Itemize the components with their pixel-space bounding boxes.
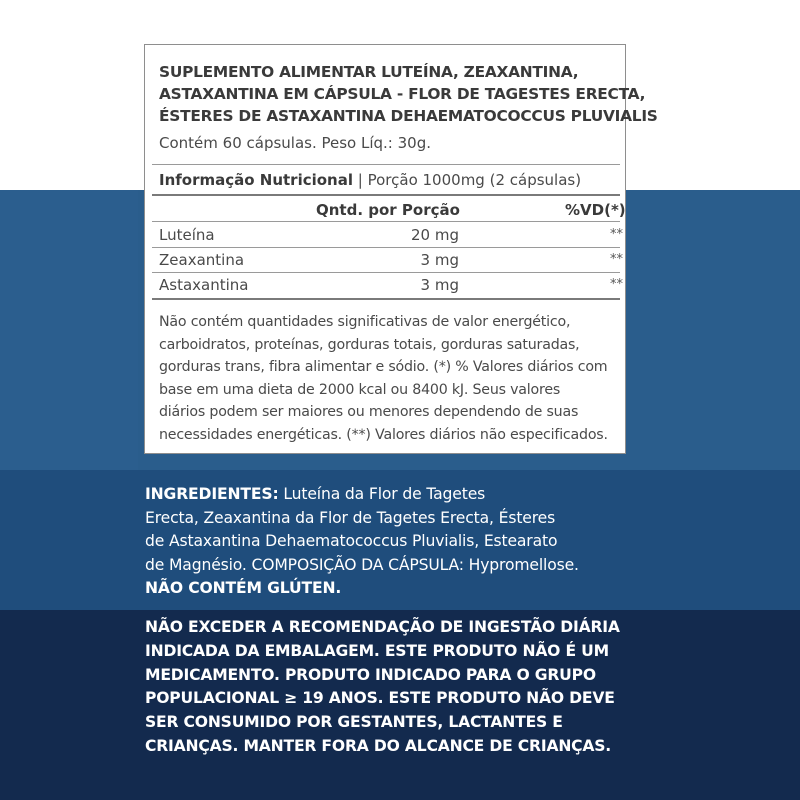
nutrition-footnote — [159, 311, 621, 446]
label-blue-left — [0, 190, 138, 470]
product-title — [159, 61, 658, 127]
label-blue-right — [632, 190, 800, 470]
divider — [152, 272, 620, 273]
column-header-quantity: Qntd. por Porção — [316, 201, 460, 219]
nutrient-row — [145, 249, 627, 273]
ingredients-section — [145, 483, 665, 601]
nutrient-quantity: 20 mg — [411, 226, 459, 244]
ingredients-label: INGREDIENTES: — [145, 485, 279, 503]
footnote-line: carboidratos, proteínas, gorduras totais, gorduras saturadas, — [159, 336, 580, 353]
title-line: SUPLEMENTO ALIMENTAR LUTEÍNA, ZEAXANTINA, — [159, 63, 579, 81]
divider-thick — [152, 194, 620, 196]
warning-line: SER CONSUMIDO POR GESTANTES, LACTANTES E — [145, 713, 563, 732]
nutrition-heading — [159, 170, 581, 190]
title-line: ASTAXANTINA EM CÁPSULA - FLOR DE TAGESTES ERECTA, — [159, 85, 646, 103]
nutrient-quantity: 3 mg — [420, 276, 459, 294]
footnote-line: Não contém quantidades significativas de valor energético, — [159, 314, 571, 330]
divider — [152, 247, 620, 248]
divider — [152, 164, 620, 165]
nutrient-row — [145, 274, 627, 298]
footnote-line: necessidades energéticas. (**) Valores diários não especificados. — [159, 426, 608, 443]
nutrient-quantity: 3 mg — [420, 251, 459, 269]
nutrient-row — [145, 224, 627, 248]
divider-thick — [152, 298, 620, 300]
ingredients-line — [145, 483, 665, 507]
nutrient-name: Zeaxantina — [159, 251, 245, 269]
nutrient-vd: ** — [610, 277, 623, 292]
nutrition-panel — [144, 44, 658, 454]
title-line: ÉSTERES DE ASTAXANTINA DEHAEMATOCOCCUS PLUVIALIS — [159, 107, 658, 125]
warning-line: INDICADA DA EMBALAGEM. ESTE PRODUTO NÃO É UM — [145, 641, 609, 660]
warning-line: CRIANÇAS. MANTER FORA DO ALCANCE DE CRIANÇAS. — [145, 736, 612, 755]
portion-text: | Porção 1000mg (2 cápsulas) — [353, 171, 582, 189]
footnote-line: base em uma dieta de 2000 kcal ou 8400 kJ. Seus valores — [159, 381, 561, 398]
nutrient-name: Astaxantina — [159, 276, 249, 294]
footnote-line: diários podem ser maiores ou menores dependendo de suas — [159, 404, 579, 420]
column-header-vd: %VD(*) — [565, 201, 626, 219]
nutrient-vd: ** — [610, 252, 623, 267]
warning-section — [145, 616, 665, 759]
ingredients-text: Luteína da Flor de Tagetes — [278, 485, 486, 503]
ingredients-line: de Magnésio. COMPOSIÇÃO DA CÁPSULA: Hypromellose. — [145, 555, 579, 574]
gluten-statement: NÃO CONTÉM GLÚTEN. — [145, 579, 342, 598]
footnote-line: gorduras trans, fibra alimentar e sódio. (*) % Valores diários com — [159, 359, 608, 375]
ingredients-line: de Astaxantina Dehaematococcus Pluvialis, Estearato — [145, 532, 558, 551]
nutrition-title: Informação Nutricional — [159, 171, 354, 189]
nutrient-vd: ** — [610, 227, 623, 242]
warning-line: MEDICAMENTO. PRODUTO INDICADO PARA O GRUPO — [145, 665, 596, 684]
net-contents: Contém 60 cápsulas. Peso Líq.: 30g. — [159, 134, 432, 152]
ingredients-line: Erecta, Zeaxantina da Flor de Tagetes Erecta, Ésteres — [145, 508, 556, 527]
warning-line: NÃO EXCEDER A RECOMENDAÇÃO DE INGESTÃO DIÁRIA — [145, 618, 620, 636]
divider — [152, 221, 620, 222]
nutrient-name: Luteína — [159, 226, 215, 244]
warning-line: POPULACIONAL ≥ 19 ANOS. ESTE PRODUTO NÃO DEVE — [145, 689, 615, 708]
